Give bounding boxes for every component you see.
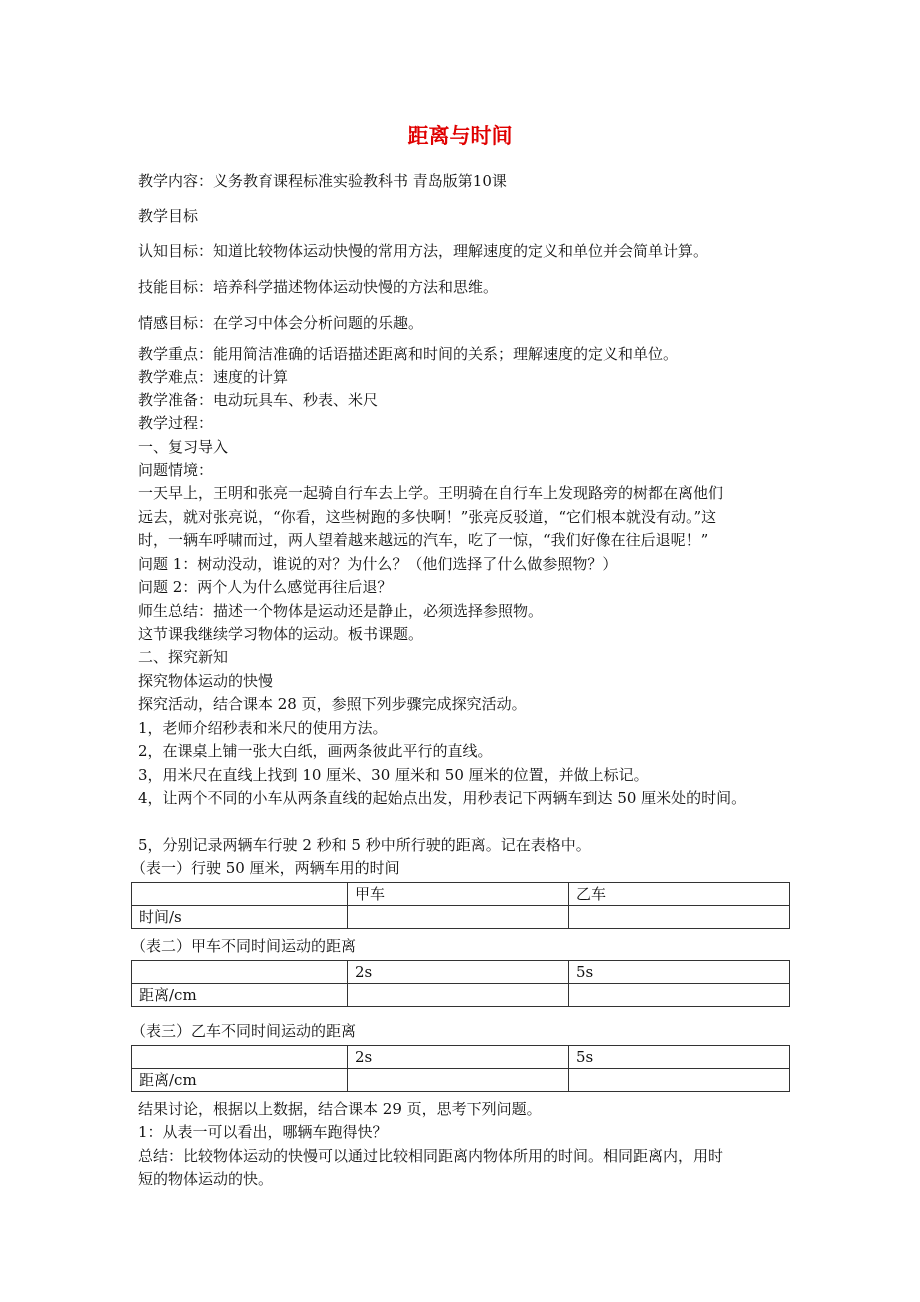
table-cell [348, 1069, 569, 1092]
table-cell [132, 883, 348, 906]
table2-caption: （表二）甲车不同时间运动的距离 [131, 937, 357, 955]
table-header-row [132, 883, 790, 906]
table-header-row [132, 961, 790, 984]
goals-heading: 教学目标 [138, 207, 199, 225]
table-row-label: 距离/cm [132, 1069, 348, 1092]
table-header-cell: 乙车 [569, 883, 790, 906]
table-cell [348, 984, 569, 1007]
table-header-cell: 5s [569, 1046, 790, 1069]
skill-goal: 技能目标：培养科学描述物体运动快慢的方法和思维。 [138, 278, 499, 296]
table-header-cell: 5s [569, 961, 790, 984]
table-cell [569, 1069, 790, 1092]
table-row [132, 984, 790, 1007]
preparation: 教学准备：电动玩具车、秒表、米尺 [138, 391, 379, 409]
table-row-label: 时间/s [132, 906, 348, 929]
table-header-cell: 2s [348, 961, 569, 984]
table-header-row [132, 1046, 790, 1069]
transition: 这节课我继续学习物体的运动。板书课题。 [138, 625, 424, 643]
table-2 [131, 960, 790, 1007]
discussion-question-1: 1：从表一可以看出，哪辆车跑得快？ [138, 1123, 388, 1141]
table-row-label: 距离/cm [132, 984, 348, 1007]
step-4: 4，让两个不同的小车从两条直线的起始点出发，用秒表记下两辆车到达 50 厘米处的时间。 [138, 789, 747, 807]
question-1: 问题 1：树动没动，谁说的对？为什么？（他们选择了什么做参照物？） [138, 555, 618, 573]
difficulty: 教学难点：速度的计算 [138, 368, 289, 386]
section2-subheading: 探究物体运动的快慢 [138, 672, 274, 690]
table-row [132, 1069, 790, 1092]
table-3 [131, 1045, 790, 1092]
table-header-cell: 甲车 [348, 883, 569, 906]
table-cell [569, 984, 790, 1007]
conclusion-line: 总结：比较物体运动的快慢可以通过比较相同距离内物体所用的时间。相同距离内，用时 [138, 1147, 724, 1165]
cognitive-goal: 认知目标：知道比较物体运动快慢的常用方法，理解速度的定义和单位并会简单计算。 [138, 242, 709, 260]
conclusion-line: 短的物体运动的快。 [138, 1170, 274, 1188]
document-title: 距离与时间 [407, 123, 513, 148]
section2-heading: 二、探究新知 [138, 648, 229, 666]
story-line: 远去，就对张亮说，“你看，这些树跑的多快啊！”张亮反驳道，“它们根本就没有动。”这 [138, 508, 717, 526]
story-line: 时，一辆车呼啸而过，两人望着越来越远的汽车，吃了一惊，“我们好像在往后退呢！” [138, 531, 709, 549]
table3-caption: （表三）乙车不同时间运动的距离 [131, 1022, 357, 1040]
story-line: 一天早上，王明和张亮一起骑自行车去上学。王明骑在自行车上发现路旁的树都在离他们 [138, 484, 724, 502]
step-3: 3，用米尺在直线上找到 10 厘米、30 厘米和 50 厘米的位置，并做上标记。 [138, 766, 649, 784]
table-row [132, 906, 790, 929]
emotion-goal: 情感目标：在学习中体会分析问题的乐趣。 [138, 314, 424, 332]
key-point: 教学重点：能用简洁准确的话语描述距离和时间的关系；理解速度的定义和单位。 [138, 345, 679, 363]
table-header-cell: 2s [348, 1046, 569, 1069]
activity-intro: 探究活动，结合课本 28 页，参照下列步骤完成探究活动。 [138, 695, 527, 713]
discussion-intro: 结果讨论，根据以上数据，结合课本 29 页，思考下列问题。 [138, 1100, 542, 1118]
scenario-label: 问题情境： [138, 461, 214, 479]
table-cell [569, 906, 790, 929]
table-1 [131, 882, 790, 929]
table1-caption: （表一）行驶 50 厘米，两辆车用的时间 [131, 859, 400, 877]
table-cell [348, 906, 569, 929]
section1-heading: 一、复习导入 [138, 438, 229, 456]
teacher-summary: 师生总结：描述一个物体是运动还是静止，必须选择参照物。 [138, 602, 544, 620]
step-5: 5，分别记录两辆车行驶 2 秒和 5 秒中所行驶的距离。记在表格中。 [138, 836, 591, 854]
teaching-content: 教学内容：义务教育课程标准实验教科书 青岛版第10课 [138, 172, 507, 190]
process-label: 教学过程： [138, 414, 214, 432]
table-cell [132, 1046, 348, 1069]
question-2: 问题 2：两个人为什么感觉再往后退？ [138, 578, 393, 596]
step-1: 1，老师介绍秒表和米尺的使用方法。 [138, 719, 388, 737]
table-cell [132, 961, 348, 984]
step-2: 2，在课桌上铺一张大白纸，画两条彼此平行的直线。 [138, 742, 493, 760]
